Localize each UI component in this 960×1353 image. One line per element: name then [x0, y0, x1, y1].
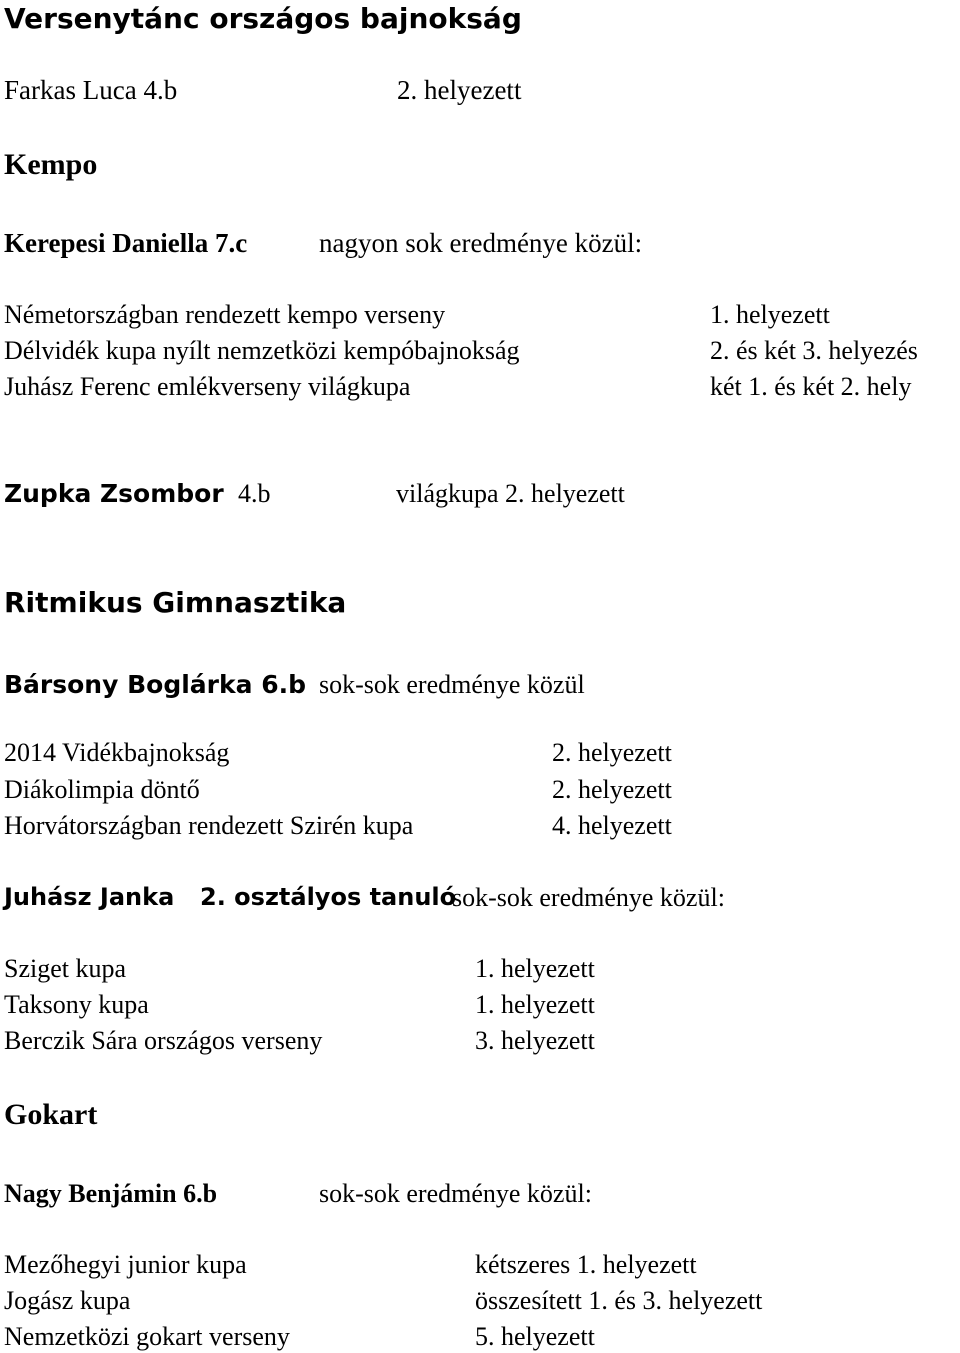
gym-event: Horvátországban rendezett Szirén kupa — [4, 811, 414, 840]
zupka-athlete-name: Zupka Zsombor — [4, 479, 224, 508]
janka-athlete-name: Juhász Janka — [4, 883, 175, 911]
janka-result: 1. helyezett — [475, 954, 595, 983]
gokart-event: Mezőhegyi junior kupa — [4, 1250, 247, 1279]
kempo-event: Délvidék kupa nyílt nemzetközi kempóbajnokság — [4, 336, 520, 365]
section-heading-kempo: Kempo — [4, 148, 98, 181]
janka-event: Taksony kupa — [4, 990, 149, 1019]
gym-event: 2014 Vidékbajnokság — [4, 738, 230, 767]
gym-event: Diákolimpia döntő — [4, 775, 200, 804]
section-heading-dance: Versenytánc országos bajnokság — [4, 2, 522, 35]
janka-class: 2. osztályos tanuló — [200, 883, 457, 911]
gokart-athlete-name: Nagy Benjámin 6.b — [4, 1179, 218, 1208]
gokart-result: 5. helyezett — [475, 1322, 595, 1351]
janka-result: 1. helyezett — [475, 990, 595, 1019]
section-heading-gokart: Gokart — [4, 1098, 98, 1131]
janka-result: 3. helyezett — [475, 1026, 595, 1055]
dance-result: 2. helyezett — [397, 75, 522, 105]
gym-intro: sok-sok eredménye közül — [319, 670, 585, 699]
section-heading-gymnastics: Ritmikus Gimnasztika — [4, 586, 347, 619]
dance-athlete-name: Farkas Luca 4.b — [4, 75, 178, 105]
zupka-result: világkupa 2. helyezett — [396, 479, 625, 508]
kempo-event: Juhász Ferenc emlékverseny világkupa — [4, 372, 411, 401]
gokart-result: összesített 1. és 3. helyezett — [475, 1286, 763, 1315]
kempo-result: 2. és két 3. helyezés — [710, 336, 918, 365]
kempo-intro: nagyon sok eredménye közül: — [319, 228, 643, 258]
gokart-event: Jogász kupa — [4, 1286, 131, 1315]
gym-result: 2. helyezett — [552, 738, 672, 767]
gokart-result: kétszeres 1. helyezett — [475, 1250, 697, 1279]
kempo-athlete-name: Kerepesi Daniella 7.c — [4, 228, 248, 258]
gym-result: 4. helyezett — [552, 811, 672, 840]
janka-event: Berczik Sára országos verseny — [4, 1026, 323, 1055]
kempo-result: 1. helyezett — [710, 300, 830, 329]
gym-result: 2. helyezett — [552, 775, 672, 804]
janka-event: Sziget kupa — [4, 954, 127, 983]
gokart-intro: sok-sok eredménye közül: — [319, 1179, 592, 1208]
gym-athlete-name: Bársony Boglárka 6.b — [4, 670, 306, 699]
zupka-class: 4.b — [238, 479, 271, 508]
janka-intro: sok-sok eredménye közül: — [452, 883, 725, 912]
gokart-event: Nemzetközi gokart verseny — [4, 1322, 290, 1351]
kempo-event: Németországban rendezett kempo verseny — [4, 300, 446, 329]
kempo-result: két 1. és két 2. hely — [710, 372, 912, 401]
